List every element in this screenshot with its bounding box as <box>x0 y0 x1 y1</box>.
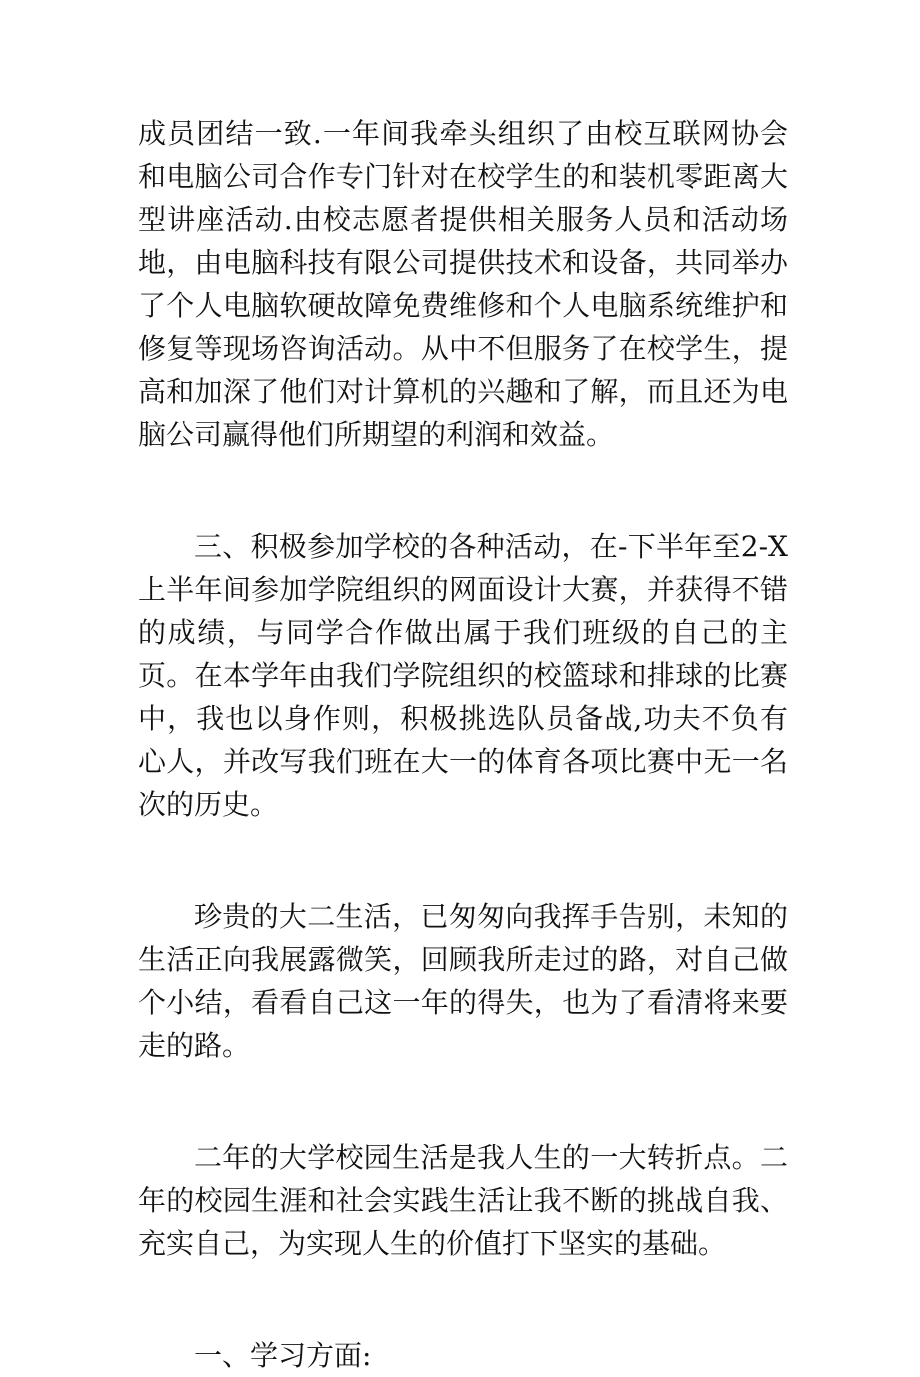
paragraph-sophomore-reflection: 珍贵的大二生活，已匆匆向我挥手告别，未知的生活正向我展露微笑，回顾我所走过的路，对自己做个小结，看看自己这一年的得失，也为了看清将来要走的路。 <box>138 900 788 1062</box>
paragraph-school-activities: 三、积极参加学校的各种活动，在-下半年至2-X上半年间参加学院组织的网面设计大赛，并获得不错的成绩，与同学合作做出属于我们班级的自己的主页。在本学年由我们学院组织的校篮球和排球的比赛中，我也以身作则，积极挑选队员备战,功夫不负有心人，并改写我们班在大一的体育各项比赛中无一名次的历史。 <box>138 530 788 821</box>
paragraph-activities-summary: 成员团结一致.一年间我牵头组织了由校互联网协会和电脑公司合作专门针对在校学生的和装机零距离大型讲座活动.由校志愿者提供相关服务人员和活动场地，由电脑科技有限公司提供技术和设备，共同举办了个人电脑软硬故障免费维修和个人电脑系统维护和修复等现场咨询活动。从中不但服务了在校学生，提高和加深了他们对计算机的兴趣和了解，而且还为电脑公司赢得他们所期望的利润和效益。 <box>138 117 788 451</box>
section-heading-study: 一、学习方面: <box>194 1339 372 1372</box>
paragraph-campus-life: 二年的大学校园生活是我人生的一大转折点。二年的校园生涯和社会实践生活让我不断的挑战自我、充实自己，为实现人生的价值打下坚实的基础。 <box>138 1141 788 1260</box>
document-body <box>138 112 788 1377</box>
